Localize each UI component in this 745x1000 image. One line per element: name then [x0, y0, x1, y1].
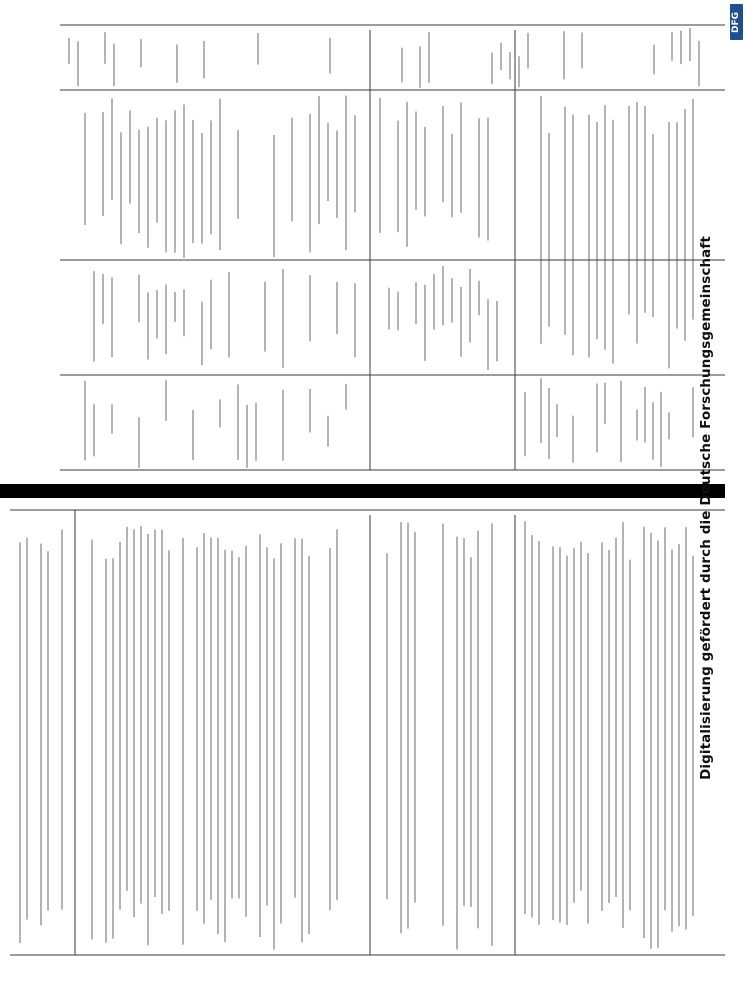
- dfg-logo: DFG: [730, 4, 743, 40]
- page-fold-band: [0, 484, 725, 498]
- dfg-funding-caption: Digitalisierung gefördert durch die Deutsche Forschungsgemeinschaft: [698, 236, 714, 780]
